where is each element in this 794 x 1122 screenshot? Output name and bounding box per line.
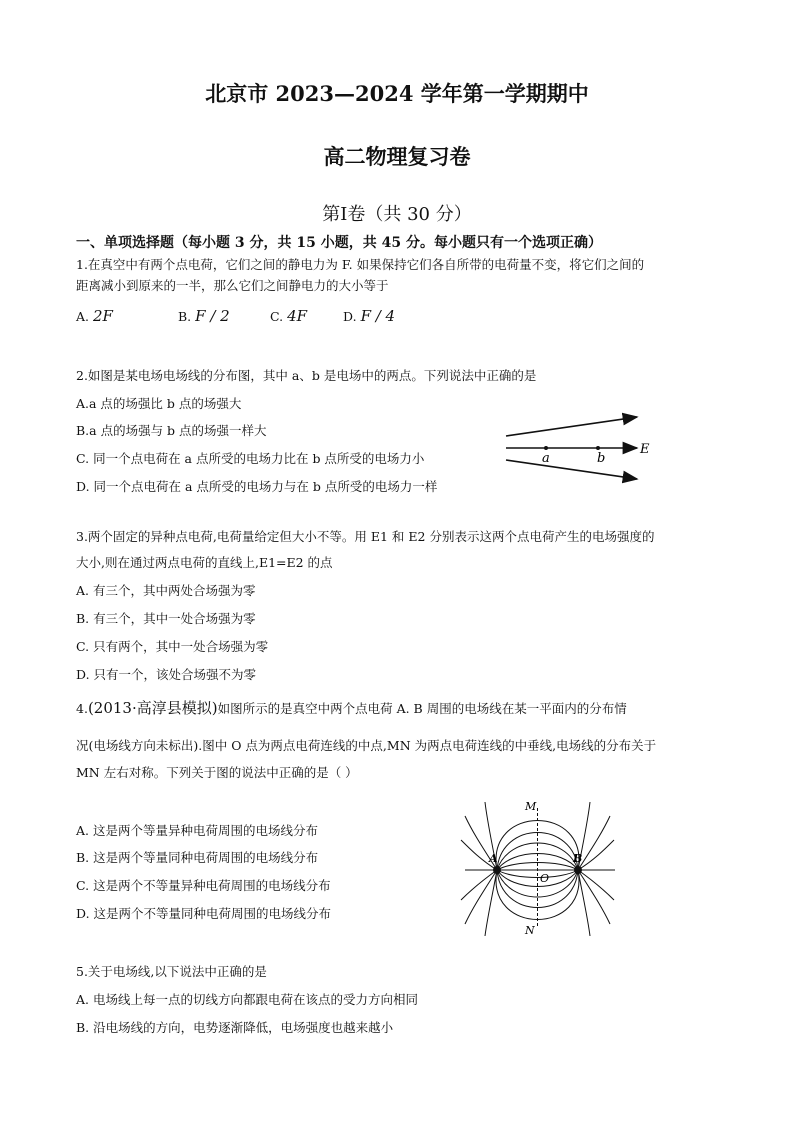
q4-line1-text: 如图所示的是真空中两个点电荷 A. B 周围的电场线在某一平面内的分布情 (217, 701, 627, 716)
q4-option-c: C. 这是两个不等量异种电荷周围的电场线分布 (76, 878, 331, 893)
label-a: A (489, 852, 498, 865)
field-e-label: E (640, 442, 650, 457)
q4-line2: 况(电场线方向未标出).图中 O 点为两点电荷连线的中点,MN 为两点电荷连线的中垂线,电场线的分布关于 (76, 738, 657, 753)
q3-option-a: A. 有三个，其中两处合场强为零 (76, 583, 256, 598)
exam-subtitle: 高二物理复习卷 (323, 144, 471, 169)
q4-field-line-figure (455, 798, 625, 938)
label-o: O (540, 872, 550, 885)
label-b: B (573, 852, 583, 865)
q2-field-line-figure (500, 410, 660, 485)
q1-line2: 距离减小到原来的一半，那么它们之间静电力的大小等于 (76, 278, 389, 293)
q1-line1: 1.在真空中有两个点电荷，它们之间的静电力为 F. 如果保持它们各自所带的电荷量不变，将它们之间的 (76, 257, 645, 272)
q4-option-d: D. 这是两个不等量同种电荷周围的电场线分布 (76, 906, 332, 921)
q4-option-a: A. 这是两个等量异种电荷周围的电场线分布 (76, 823, 318, 838)
q1-option-a: A. 2F (76, 307, 113, 325)
q2-option-d: D. 同一个点电荷在 a 点所受的电场力与在 b 点所受的电场力一样 (76, 479, 438, 494)
section-heading: 一、单项选择题（每小题 3 分，共 15 小题，共 45 分。每小题只有一个选项正确） (76, 235, 602, 251)
q5-option-b: B. 沿电场线的方向，电势逐渐降低，电场强度也越来越小 (76, 1020, 394, 1035)
charge-b (574, 866, 582, 874)
label-m: M (525, 800, 537, 813)
q4-line1 (76, 697, 627, 718)
b-out-3 (578, 870, 614, 900)
q3-option-b: B. 有三个，其中一处合场强为零 (76, 611, 256, 626)
q2-option-c: C. 同一个点电荷在 a 点所受的电场力比在 b 点所受的电场力小 (76, 451, 425, 466)
point-b-dot (596, 446, 600, 450)
label-n: N (525, 924, 535, 937)
q4-number: 4. (76, 701, 88, 716)
q2-stem: 2.如图是某电场电场线的分布图，其中 a、b 是电场中的两点。下列说法中正确的是 (76, 368, 537, 383)
q4-source: (2013·高淳县模拟) (87, 699, 218, 717)
point-a-dot (544, 446, 548, 450)
q5-option-a: A. 电场线上每一点的切线方向都跟电荷在该点的受力方向相同 (76, 992, 418, 1007)
q4-option-b: B. 这是两个等量同种电荷周围的电场线分布 (76, 850, 319, 865)
field-line-bottom (506, 460, 637, 479)
part-heading: 第Ⅰ卷（共 30 分） (322, 204, 472, 225)
q3-line1: 3.两个固定的异种点电荷,电荷量给定但大小不等。用 E1 和 E2 分别表示这两个点电荷产生的电场强度的 (76, 529, 655, 544)
q1-option-d: D. F / 4 (343, 307, 396, 325)
field-line-top (506, 417, 637, 436)
b-out-2 (578, 840, 614, 870)
q2-option-a: A.a 点的场强比 b 点的场强大 (76, 396, 242, 411)
q3-option-c: C. 只有两个，其中一处合场强为零 (76, 639, 269, 654)
point-a-label: a (542, 451, 550, 466)
q3-option-d: D. 只有一个，该处合场强不为零 (76, 667, 257, 682)
q4-line3: MN 左右对称。下列关于图的说法中正确的是（ ） (76, 765, 358, 780)
q1-option-c: C. 4F (270, 307, 308, 325)
q5-stem: 5.关于电场线,以下说法中正确的是 (76, 964, 267, 979)
q2-option-b: B.a 点的场强与 b 点的场强一样大 (76, 423, 267, 438)
exam-title: 北京市 2023—2024 学年第一学期期中 (205, 81, 589, 106)
point-b-label: b (597, 451, 606, 466)
q3-line2: 大小,则在通过两点电荷的直线上,E1=E2 的点 (76, 555, 333, 570)
charge-a (493, 866, 501, 874)
q1-option-b: B. F / 2 (178, 307, 230, 325)
a-out-3 (461, 870, 497, 900)
